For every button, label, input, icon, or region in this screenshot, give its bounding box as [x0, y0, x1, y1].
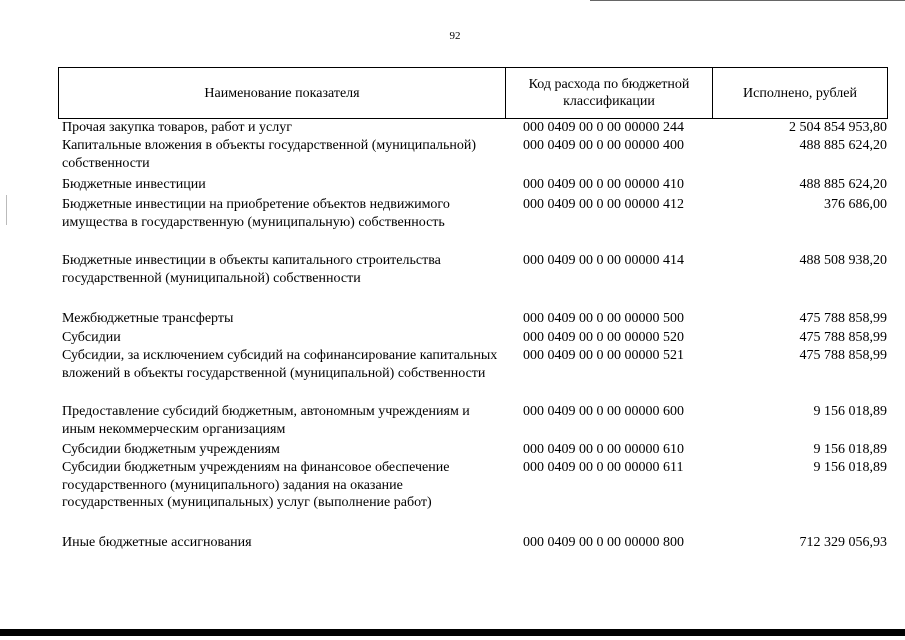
table-row: [62, 459, 887, 534]
page-number: 92: [449, 30, 461, 42]
row-value: 712 329 056,93: [799, 535, 887, 550]
table-row: [62, 329, 887, 347]
row-code: 000 0409 00 0 00 00000 414: [523, 253, 684, 268]
table-row: [62, 176, 887, 196]
row-name: Иные бюджетные ассигнования: [62, 535, 252, 550]
row-value: 9 156 018,89: [813, 442, 887, 457]
row-name: Предоставление субсидий бюджетным, автономным учреждениям и иным некоммерческим организациям: [62, 404, 470, 437]
table-row: [62, 137, 887, 176]
table-body: [62, 119, 887, 552]
column-header-code: Код расхода по бюджетной классификации: [506, 68, 713, 118]
row-name: Капитальные вложения в объекты государственной (муниципальной) собственности: [62, 138, 477, 171]
row-value: 475 788 858,99: [799, 311, 887, 326]
row-name: Субсидии, за исключением субсидий на софинансирование капитальных вложений в объекты государственной (муниципальной) собственности: [62, 348, 498, 381]
row-value: 488 508 938,20: [799, 253, 887, 268]
row-name: Субсидии бюджетным учреждениям на финансовое обеспечение государственного (муниципального) задания на оказание государственных (муниципальных) услуг (выполнение работ): [62, 460, 450, 510]
row-code: 000 0409 00 0 00 00000 521: [523, 348, 684, 363]
row-value: 488 885 624,20: [799, 177, 887, 192]
table-row: [62, 441, 887, 459]
row-value: 488 885 624,20: [799, 138, 887, 153]
row-value: 2 504 854 953,80: [789, 120, 887, 135]
row-code: 000 0409 00 0 00 00000 520: [523, 330, 684, 345]
row-code: 000 0409 00 0 00 00000 600: [523, 404, 684, 419]
table-row: [62, 196, 887, 252]
table-row: [62, 403, 887, 441]
row-name: Прочая закупка товаров, работ и услуг: [62, 120, 292, 135]
row-value: 475 788 858,99: [799, 348, 887, 363]
row-code: 000 0409 00 0 00 00000 500: [523, 311, 684, 326]
scan-edge-line: [590, 0, 905, 1]
table-row: [62, 252, 887, 310]
column-header-name: Наименование показателя: [59, 68, 506, 118]
scan-artifact: [6, 195, 7, 225]
row-code: 000 0409 00 0 00 00000 400: [523, 138, 684, 153]
row-name: Межбюджетные трансферты: [62, 311, 234, 326]
table-row: [62, 534, 887, 552]
table-header: [58, 67, 888, 119]
row-code: 000 0409 00 0 00 00000 244: [523, 120, 684, 135]
table-row: [62, 347, 887, 403]
row-name: Бюджетные инвестиции в объекты капитального строительства государственной (муниципальной) собственности: [62, 253, 441, 286]
column-header-executed: Исполнено, рублей: [743, 85, 857, 101]
table-row: [62, 310, 887, 329]
row-value: 9 156 018,89: [813, 460, 887, 475]
row-name: Бюджетные инвестиции: [62, 177, 206, 192]
row-code: 000 0409 00 0 00 00000 800: [523, 535, 684, 550]
row-value: 376 686,00: [824, 197, 887, 212]
row-value: 9 156 018,89: [813, 404, 887, 419]
row-code: 000 0409 00 0 00 00000 611: [523, 460, 684, 475]
row-name: Субсидии: [62, 330, 121, 345]
row-code: 000 0409 00 0 00 00000 610: [523, 442, 684, 457]
table-row: [62, 119, 887, 137]
row-name: Бюджетные инвестиции на приобретение объектов недвижимого имущества в государственную (муниципальную) собственность: [62, 197, 450, 230]
row-code: 000 0409 00 0 00 00000 412: [523, 197, 684, 212]
scan-bottom-edge: [0, 629, 905, 636]
row-code: 000 0409 00 0 00 00000 410: [523, 177, 684, 192]
row-name: Субсидии бюджетным учреждениям: [62, 442, 280, 457]
row-value: 475 788 858,99: [799, 330, 887, 345]
